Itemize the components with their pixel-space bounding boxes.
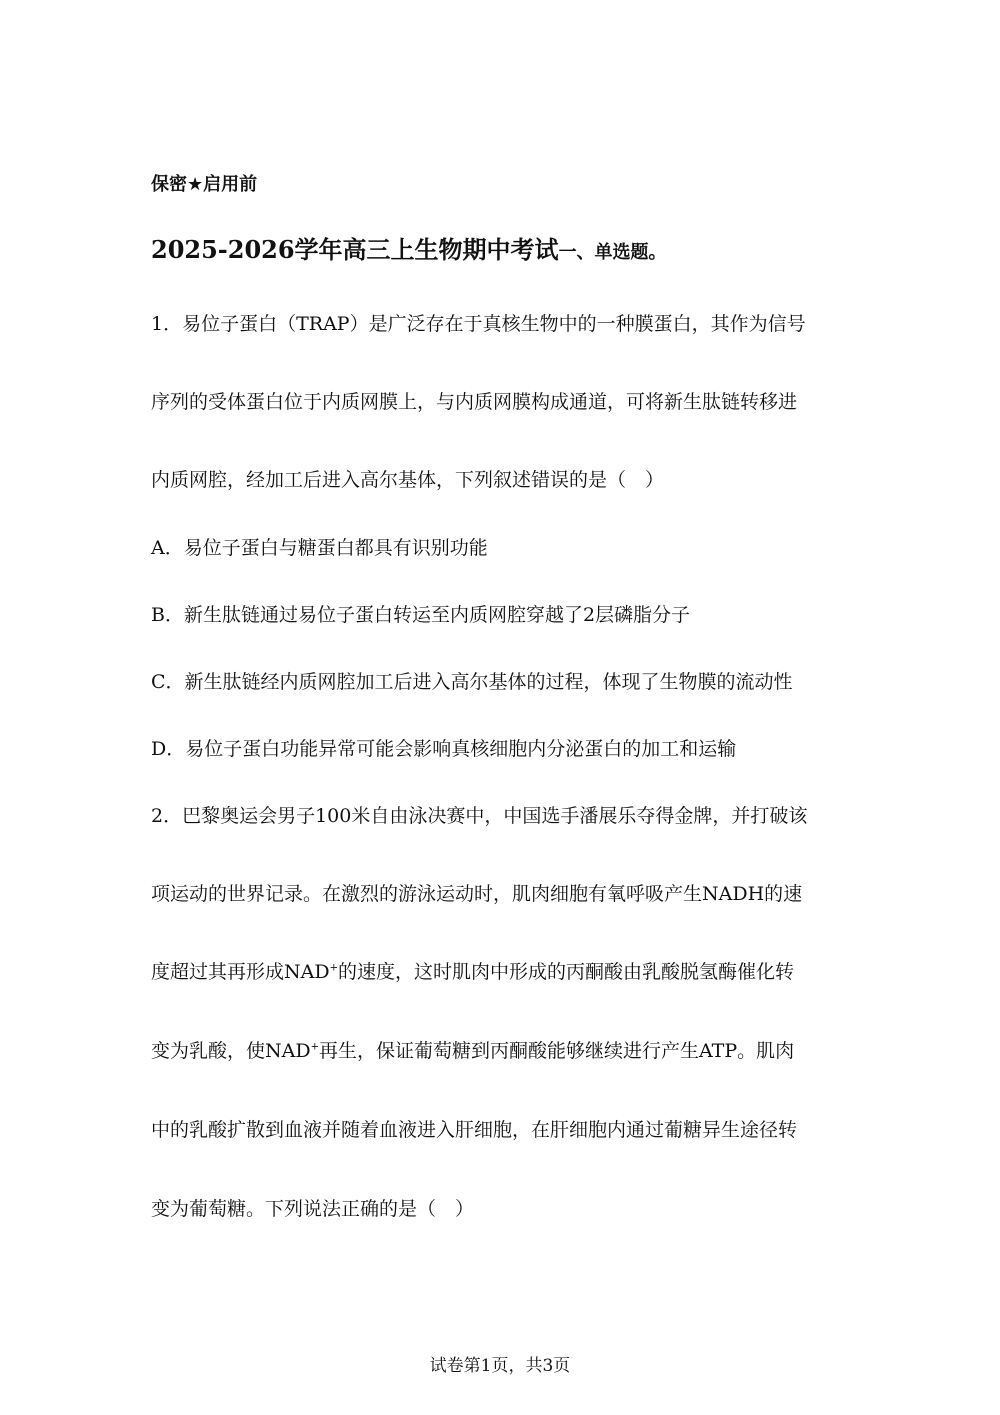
question-2-line-3-part-b: 的速度，这时肌肉中形成的丙酮酸由乳酸脱氢酶催化转	[337, 961, 794, 983]
question-2-line-4-part-a: 变为乳酸，使NAD	[151, 1040, 311, 1062]
question-1-option-a: A．易位子蛋白与糖蛋白都具有识别功能	[151, 537, 488, 559]
superscript-plus: +	[329, 962, 338, 974]
question-2-line-2: 项运动的世界记录。在激烈的游泳运动时，肌肉细胞有氧呼吸产生NADH的速	[151, 883, 803, 905]
question-1-line-1: 1．易位子蛋白（TRAP）是广泛存在于真核生物中的一种膜蛋白，其作为信号	[151, 313, 806, 335]
question-1-option-d: D．易位子蛋白功能异常可能会影响真核细胞内分泌蛋白的加工和运输	[151, 738, 737, 760]
question-1-line-3: 内质网腔，经加工后进入高尔基体，下列叙述错误的是（ ）	[151, 469, 665, 491]
question-2-line-4-part-b: 再生，保证葡萄糖到丙酮酸能够继续进行产生ATP。肌肉	[318, 1040, 795, 1062]
section-heading: 一、单选题。	[558, 242, 667, 263]
exam-title	[151, 234, 667, 269]
question-1-line-2: 序列的受体蛋白位于内质网膜上，与内质网膜构成通道，可将新生肽链转移进	[151, 391, 798, 413]
question-2-line-3-part-a: 度超过其再形成NAD	[151, 961, 330, 983]
question-2-line-4	[151, 1038, 794, 1064]
question-2-line-5: 中的乳酸扩散到血液并随着血液进入肝细胞，在肝细胞内通过葡糖异生途径转	[151, 1119, 798, 1141]
question-2-line-3	[151, 959, 794, 985]
question-1-option-b: B．新生肽链通过易位子蛋白转运至内质网腔穿越了2层磷脂分子	[151, 604, 691, 626]
exam-title-text: 2025-2026学年高三上生物期中考试	[151, 235, 559, 264]
page-footer: 试卷第1页，共3页	[429, 1356, 571, 1376]
question-2-line-6: 变为葡萄糖。下列说法正确的是（ ）	[151, 1198, 475, 1220]
superscript-plus: +	[310, 1041, 319, 1053]
question-1-option-c: C．新生肽链经内质网腔加工后进入高尔基体的过程，体现了生物膜的流动性	[151, 671, 793, 693]
question-2-line-1: 2．巴黎奥运会男子100米自由泳决赛中，中国选手潘展乐夺得金牌，并打破该	[151, 805, 808, 827]
confidential-label: 保密★启用前	[151, 174, 258, 195]
